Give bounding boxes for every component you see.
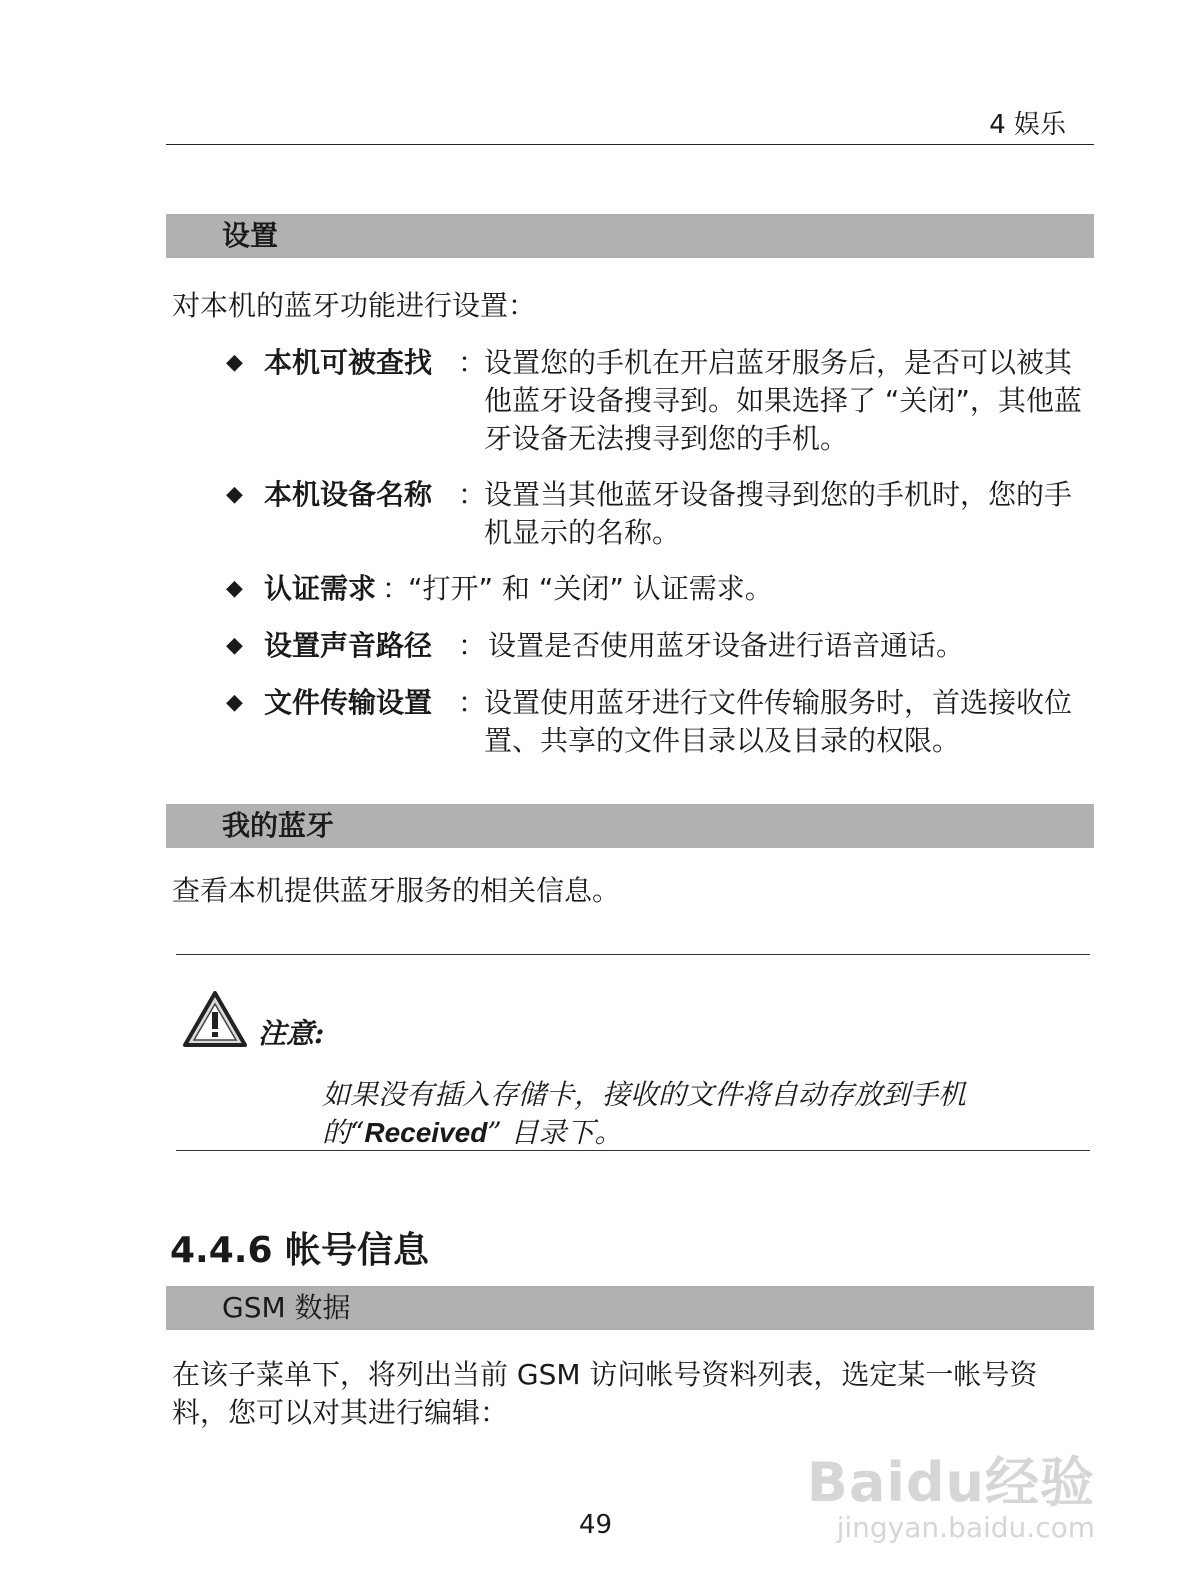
diamond-bullet-icon: ◆: [226, 350, 243, 375]
section-title: 4.4.6 帐号信息: [170, 1230, 430, 1271]
list-item: ◆ 本机可被查找 ： 设置您的手机在开启蓝牙服务后，是否可以被其他蓝牙设备搜寻到。如果选择了 “关闭”，其他蓝牙设备无法搜寻到您的手机。: [226, 344, 1090, 460]
note-label: 注意:: [258, 1017, 325, 1050]
gsm-desc: 在该子菜单下，将列出当前 GSM 访问帐号资料列表，选定某一帐号资料，您可以对其进行编辑：: [172, 1358, 1038, 1429]
item-desc: “打开” 和 “关闭” 认证需求。: [408, 572, 773, 605]
note-text: 如果没有插入存储卡，接收的文件将自动存放到手机的“Received” 目录下。: [322, 1078, 967, 1149]
item-term: 本机可被查找: [264, 346, 433, 379]
chapter-header: 4 娱乐: [989, 110, 1066, 140]
watermark: [807, 1440, 1095, 1544]
section-bar-my-bluetooth: 我的蓝牙: [166, 804, 1094, 848]
watermark-logo: Baidu经验: [806, 1451, 1095, 1514]
warning-icon: [182, 990, 248, 1048]
item-desc: 设置您的手机在开启蓝牙服务后，是否可以被其他蓝牙设备搜寻到。如果选择了 “关闭”，其他蓝牙设备无法搜寻到您的手机。: [484, 346, 1082, 455]
list-item: ◆ 本机设备名称 ： 设置当其他蓝牙设备搜寻到您的手机时，您的手机显示的名称。: [226, 476, 1090, 554]
section-bar-gsm: GSM 数据: [166, 1286, 1094, 1330]
diamond-bullet-icon: ◆: [226, 482, 243, 507]
item-desc: 设置是否使用蓝牙设备进行语音通话。: [488, 629, 965, 662]
header-rule: [166, 144, 1094, 145]
item-term: 本机设备名称: [264, 478, 433, 511]
watermark-url: jingyan.baidu.com: [836, 1511, 1095, 1544]
list-item: ◆ 文件传输设置 ： 设置使用蓝牙进行文件传输服务时，首选接收位置、共享的文件目录以及目录的权限。: [226, 684, 1090, 762]
item-term: 设置声音路径: [264, 629, 433, 662]
my-bluetooth-desc: 查看本机提供蓝牙服务的相关信息。: [172, 874, 621, 907]
list-item: ◆ 设置声音路径 ： 设置是否使用蓝牙设备进行语音通话。: [226, 627, 1090, 667]
diamond-bullet-icon: ◆: [226, 576, 243, 601]
item-desc: 设置当其他蓝牙设备搜寻到您的手机时，您的手机显示的名称。: [484, 478, 1073, 549]
settings-intro: 对本机的蓝牙功能进行设置：: [172, 289, 537, 322]
list-item: ◆ 认证需求 ： “打开” 和 “关闭” 认证需求。: [226, 570, 1090, 610]
diamond-bullet-icon: ◆: [226, 690, 243, 715]
item-term: 文件传输设置: [264, 686, 433, 719]
note-bottom-rule: [176, 1150, 1090, 1151]
diamond-bullet-icon: ◆: [226, 633, 243, 658]
note-highlight: Received: [364, 1117, 488, 1148]
item-desc: 设置使用蓝牙进行文件传输服务时，首选接收位置、共享的文件目录以及目录的权限。: [484, 686, 1073, 757]
note-top-rule: [176, 954, 1090, 955]
section-bar-settings: 设置: [166, 214, 1094, 258]
page-number: 49: [578, 1510, 613, 1540]
item-term: 认证需求: [264, 572, 377, 605]
